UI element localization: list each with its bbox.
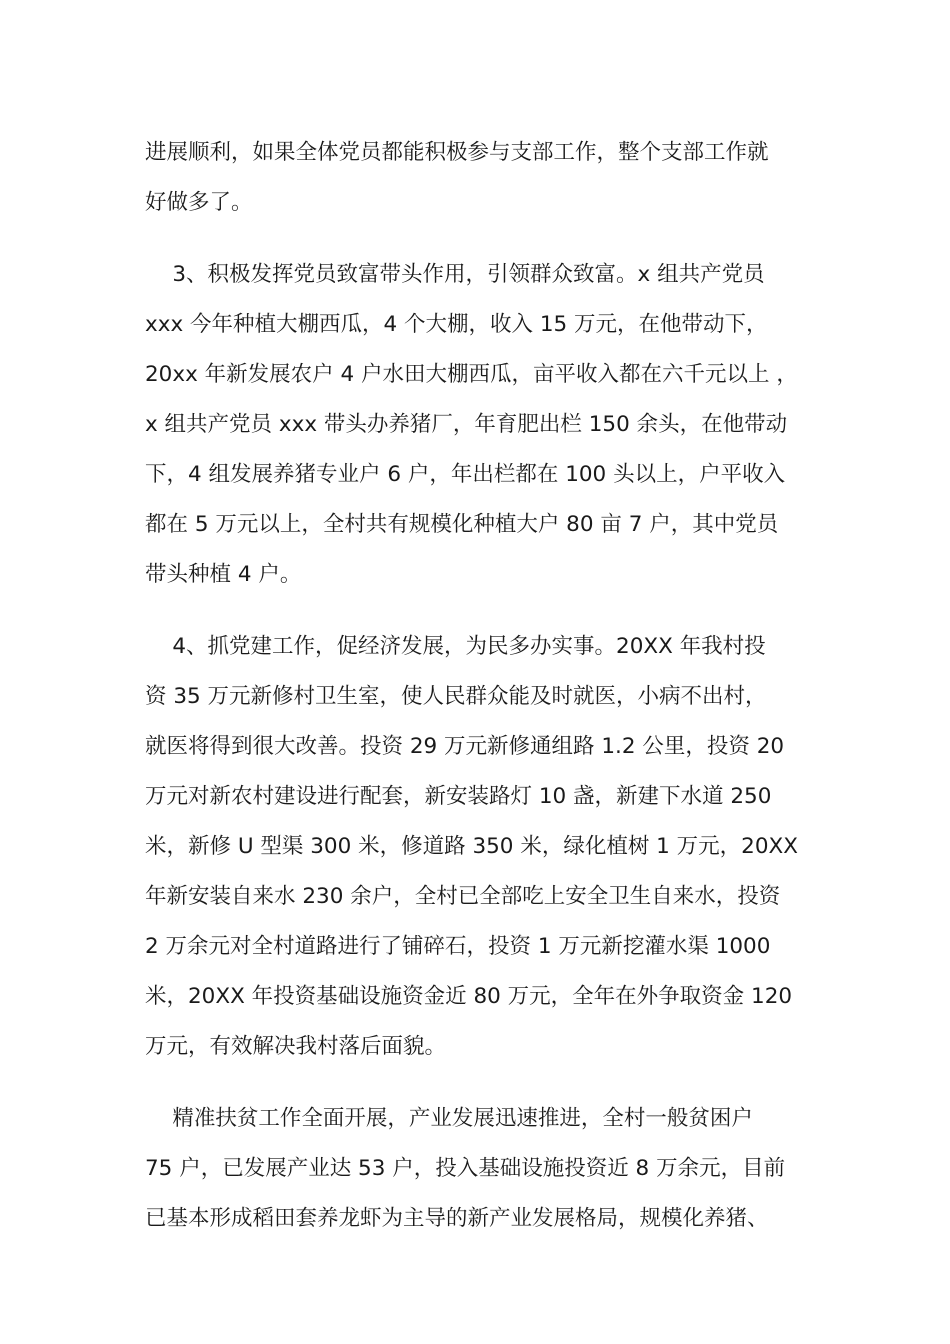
paragraph-1: [145, 128, 810, 228]
text-line: 75 户，已发展产业达 53 户，投入基础设施投资近 8 万余元，目前: [145, 1156, 786, 1181]
text-line: 都在 5 万元以上，全村共有规模化种植大户 80 亩 7 户，其中党员: [145, 512, 779, 537]
text-line: 年新安装自来水 230 余户，全村已全部吃上安全卫生自来水，投资: [145, 884, 781, 909]
text-line: xxx 今年种植大棚西瓜，4 个大棚，收入 15 万元，在他带动下，: [145, 312, 768, 337]
text-line: x 组共产党员 xxx 带头办养猪厂，年育肥出栏 150 余头，在他带动: [145, 412, 788, 437]
text-line: 20xx 年新发展农户 4 户水田大棚西瓜，亩平收入都在六千元以上 ，: [145, 362, 798, 387]
text-line: 万元对新农村建设进行配套，新安装路灯 10 盏，新建下水道 250: [145, 784, 772, 809]
text-line: 4、抓党建工作，促经济发展，为民多办实事。20XX 年我村投: [145, 634, 766, 659]
paragraph-4: [145, 1094, 810, 1244]
document-body: [145, 128, 810, 1244]
text-line: 已基本形成稻田套养龙虾为主导的新产业发展格局，规模化养猪、: [145, 1206, 769, 1231]
text-line: 下，4 组发展养猪专业户 6 户，年出栏都在 100 头以上，户平收入: [145, 462, 786, 487]
text-line: 资 35 万元新修村卫生室，使人民群众能及时就医，小病不出村，: [145, 684, 767, 709]
text-line: 好做多了。: [145, 190, 253, 215]
text-line: 带头种植 4 户。: [145, 562, 302, 587]
text-line: 精准扶贫工作全面开展，产业发展迅速推进，全村一般贫困户: [145, 1106, 753, 1131]
text-line: 2 万余元对全村道路进行了铺碎石，投资 1 万元新挖灌水渠 1000: [145, 934, 771, 959]
text-line: 进展顺利，如果全体党员都能积极参与支部工作，整个支部工作就: [145, 140, 769, 165]
text-line: 米，20XX 年投资基础设施资金近 80 万元，全年在外争取资金 120: [145, 984, 793, 1009]
text-line: 就医将得到很大改善。投资 29 万元新修通组路 1.2 公里，投资 20: [145, 734, 785, 759]
paragraph-2: [145, 250, 810, 600]
paragraph-3: [145, 622, 810, 1072]
text-line: 米，新修 U 型渠 300 米，修道路 350 米，绿化植树 1 万元，20XX: [145, 834, 798, 859]
text-line: 3、积极发挥党员致富带头作用，引领群众致富。x 组共产党员: [145, 262, 765, 287]
text-line: 万元，有效解决我村落后面貌。: [145, 1034, 447, 1059]
